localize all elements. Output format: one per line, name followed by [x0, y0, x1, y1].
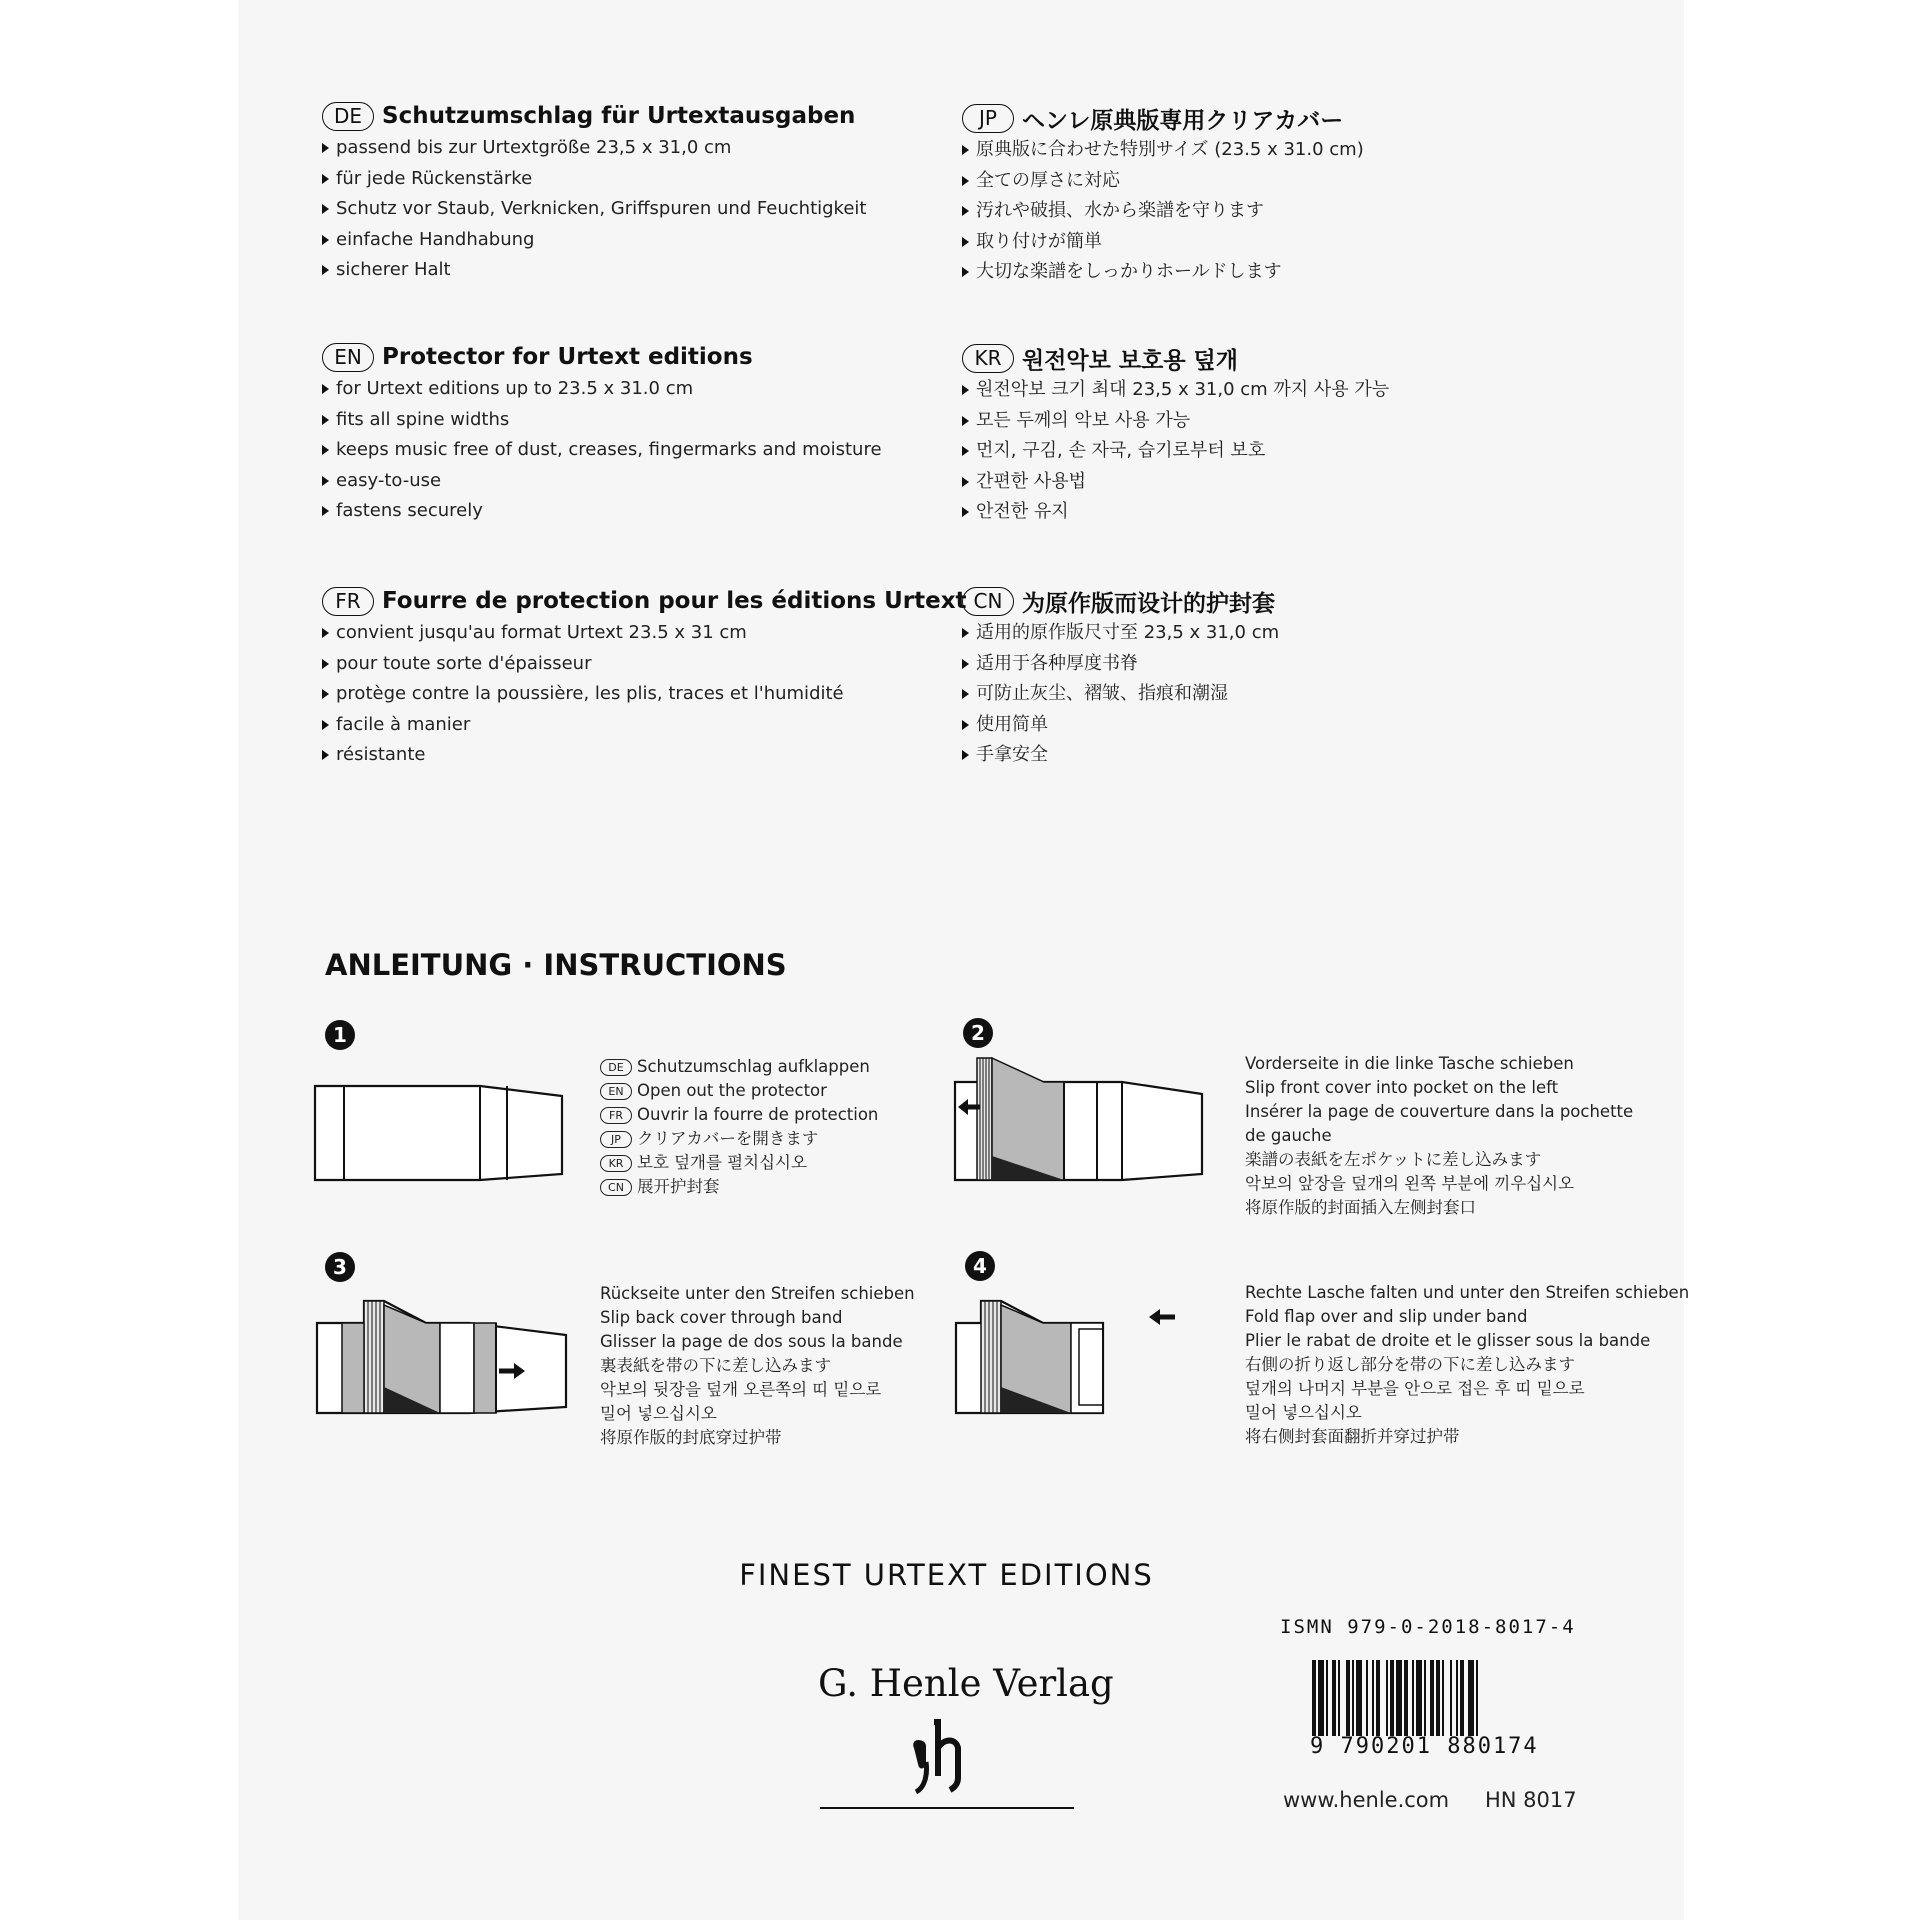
list-item: 原典版に合わせた特別サイズ (23.5 x 31.0 cm): [962, 135, 1364, 166]
list-item: fits all spine widths: [322, 405, 882, 436]
step-line: DE Schutzumschlag aufklappen: [600, 1055, 878, 1079]
section-en-heading: [322, 340, 882, 374]
section-jp: [962, 101, 1364, 288]
step-1-text: [600, 1055, 878, 1199]
list-item: 모든 두께의 악보 사용 가능: [962, 406, 1389, 437]
language-badge: KR: [962, 344, 1014, 373]
step-4-illustration: [953, 1295, 1183, 1419]
list-item: 汚れや破損、水から楽譜を守ります: [962, 196, 1364, 227]
list-item: fastens securely: [322, 496, 882, 527]
step-line: 악보의 뒷장을 덮개 오른쪽의 띠 밑으로: [600, 1380, 882, 1399]
step-line: Slip front cover into pocket on the left: [1245, 1078, 1559, 1097]
list-item: Schutz vor Staub, Verknicken, Griffspuren und Feuchtigkeit: [322, 194, 866, 225]
step-1-number: 1: [325, 1020, 355, 1050]
language-badge: DE: [322, 102, 374, 131]
step-line: KR 보호 덮개를 펼치십시오: [600, 1151, 878, 1175]
section-cn: [962, 584, 1279, 771]
step-line: FR Ouvrir la fourre de protection: [600, 1103, 878, 1127]
step-2-text: [1245, 1052, 1633, 1220]
barcode-bar: [1390, 1660, 1394, 1736]
list-item: für jede Rückenstärke: [322, 164, 866, 195]
barcode-bar: [1366, 1660, 1368, 1736]
catalog-number: HN 8017: [1485, 1788, 1577, 1812]
step-3-text: [600, 1282, 915, 1450]
list-item: sicherer Halt: [322, 255, 866, 286]
step-line: CN 展开护封套: [600, 1175, 878, 1199]
language-badge: EN: [322, 343, 374, 372]
section-cn-heading: [962, 584, 1279, 618]
step-1-illustration: [312, 1080, 566, 1184]
barcode-bar: [1460, 1660, 1464, 1736]
step-line: 덮개의 나머지 부분을 안으로 접은 후 띠 밑으로: [1245, 1379, 1585, 1398]
step-3-number: 3: [325, 1252, 355, 1282]
barcode-bar: [1372, 1660, 1374, 1736]
section-title: Schutzumschlag für Urtextausgaben: [382, 103, 856, 129]
language-badge: FR: [600, 1107, 632, 1124]
barcode-digits: 9 790201 880174: [1310, 1734, 1539, 1759]
list-item: einfache Handhabung: [322, 225, 866, 256]
step-line: 楽譜の表紙を左ポケットに差し込みます: [1245, 1150, 1542, 1169]
section-title: ヘンレ原典版専用クリアカバー: [1022, 107, 1344, 134]
step-line: EN Open out the protector: [600, 1079, 878, 1103]
barcode-bar: [1346, 1660, 1350, 1736]
language-badge: CN: [962, 587, 1014, 616]
list-item: 可防止灰尘、褶皱、指痕和潮湿: [962, 679, 1279, 710]
step-4-text: [1245, 1281, 1689, 1449]
divider: [820, 1807, 1074, 1809]
section-title: Fourre de protection pour les éditions Urtext: [382, 588, 967, 614]
instructions-title: ANLEITUNG · INSTRUCTIONS: [325, 948, 787, 982]
step-line: 裏表紙を帯の下に差し込みます: [600, 1356, 831, 1375]
barcode-bar: [1450, 1660, 1452, 1736]
section-title: 원전악보 보호용 덮개: [1022, 347, 1238, 374]
step-line: Rechte Lasche falten und unter den Streifen schieben: [1245, 1283, 1690, 1302]
list-item: 适用的原作版尺寸至 23,5 x 31,0 cm: [962, 618, 1279, 649]
barcode-bar: [1326, 1660, 1328, 1736]
barcode-bar: [1424, 1660, 1426, 1736]
list-item: résistante: [322, 740, 967, 771]
barcode-bar: [1376, 1660, 1380, 1736]
list-item: 원전악보 크기 최대 23,5 x 31,0 cm 까지 사용 가능: [962, 375, 1389, 406]
barcode-bar: [1332, 1660, 1336, 1736]
step-line: 밀어 넣으십시오: [600, 1404, 717, 1423]
henle-logo-icon: [910, 1718, 970, 1796]
language-badge: JP: [962, 104, 1014, 133]
step-2-number: 2: [963, 1018, 993, 1048]
list-item: easy-to-use: [322, 466, 882, 497]
ismn-number: ISMN 979-0-2018-8017-4: [1280, 1616, 1576, 1638]
section-fr-heading: [322, 584, 967, 618]
list-item: passend bis zur Urtextgröße 23,5 x 31,0 cm: [322, 133, 866, 164]
step-line: Plier le rabat de droite et le glisser sous la bande: [1245, 1331, 1651, 1350]
step-line: 将原作版的封底穿过护带: [600, 1428, 782, 1447]
language-badge: CN: [600, 1179, 632, 1196]
list-item: keeps music free of dust, creases, fingermarks and moisture: [322, 435, 882, 466]
barcode-bar: [1338, 1660, 1340, 1736]
list-item: 大切な楽譜をしっかりホールドします: [962, 257, 1364, 288]
barcode-bar: [1396, 1660, 1402, 1736]
barcode-bar: [1476, 1660, 1478, 1736]
language-badge: JP: [600, 1131, 632, 1148]
list-item: for Urtext editions up to 23.5 x 31.0 cm: [322, 374, 882, 405]
step-line: 밀어 넣으십시오: [1245, 1403, 1362, 1422]
step-line: 将右侧封套面翻折并穿过护带: [1245, 1427, 1460, 1446]
step-line: Rückseite unter den Streifen schieben: [600, 1284, 915, 1303]
list-item: protège contre la poussière, les plis, traces et l'humidité: [322, 679, 967, 710]
step-4-number: 4: [965, 1251, 995, 1281]
language-badge: KR: [600, 1155, 632, 1172]
step-line: Slip back cover through band: [600, 1308, 843, 1327]
section-kr: [962, 341, 1389, 528]
barcode-bar: [1442, 1660, 1444, 1736]
step-line: 악보의 앞장을 덮개의 왼쪽 부분에 끼우십시오: [1245, 1174, 1575, 1193]
barcode-bar: [1312, 1660, 1316, 1736]
section-de: [322, 99, 866, 286]
barcode: [1310, 1660, 1542, 1736]
list-item: 取り付けが簡単: [962, 227, 1364, 258]
step-line: 右側の折り返し部分を帯の下に差し込みます: [1245, 1355, 1575, 1374]
step-line: Fold flap over and slip under band: [1245, 1307, 1528, 1326]
barcode-bar: [1430, 1660, 1434, 1736]
list-item: 使用简单: [962, 710, 1279, 741]
barcode-bar: [1456, 1660, 1458, 1736]
barcode-bar: [1386, 1660, 1388, 1736]
list-item: 먼지, 구김, 손 자국, 습기로부터 보호: [962, 436, 1389, 467]
section-title: 为原作版而设计的护封套: [1022, 590, 1275, 617]
step-line: de gauche: [1245, 1126, 1332, 1145]
step-line: Vorderseite in die linke Tasche schieben: [1245, 1054, 1574, 1073]
barcode-bar: [1352, 1660, 1354, 1736]
language-badge: DE: [600, 1059, 632, 1076]
section-kr-heading: [962, 341, 1389, 375]
step-2-illustration: [952, 1052, 1206, 1186]
step-line: Insérer la page de couverture dans la pochette: [1245, 1102, 1634, 1121]
list-item: 手拿安全: [962, 740, 1279, 771]
list-item: 适用于各种厚度书脊: [962, 649, 1279, 680]
website-link[interactable]: www.henle.com: [1283, 1788, 1450, 1812]
section-fr: [322, 584, 967, 771]
list-item: facile à manier: [322, 710, 967, 741]
barcode-bar: [1416, 1660, 1422, 1736]
list-item: 안전한 유지: [962, 497, 1389, 528]
list-item: pour toute sorte d'épaisseur: [322, 649, 967, 680]
section-jp-heading: [962, 101, 1364, 135]
step-line: Glisser la page de dos sous la bande: [600, 1332, 903, 1351]
barcode-bar: [1404, 1660, 1408, 1736]
step-3-illustration: [314, 1295, 568, 1419]
barcode-bar: [1468, 1660, 1474, 1736]
barcode-bar: [1436, 1660, 1440, 1736]
language-badge: FR: [322, 587, 374, 616]
step-line: 将原作版的封面插入左侧封套口: [1245, 1198, 1476, 1217]
barcode-bar: [1356, 1660, 1362, 1736]
tagline: FINEST URTEXT EDITIONS: [739, 1558, 1154, 1592]
section-title: Protector for Urtext editions: [382, 344, 753, 370]
list-item: 간편한 사용법: [962, 467, 1389, 498]
section-de-heading: [322, 99, 866, 133]
barcode-bar: [1412, 1660, 1414, 1736]
list-item: convient jusqu'au format Urtext 23.5 x 31 cm: [322, 618, 967, 649]
barcode-bar: [1318, 1660, 1324, 1736]
list-item: 全ての厚さに対応: [962, 166, 1364, 197]
section-en: [322, 340, 882, 527]
publisher-name: G. Henle Verlag: [818, 1662, 1114, 1705]
language-badge: EN: [600, 1083, 632, 1100]
step-line: JP クリアカバーを開きます: [600, 1127, 878, 1151]
